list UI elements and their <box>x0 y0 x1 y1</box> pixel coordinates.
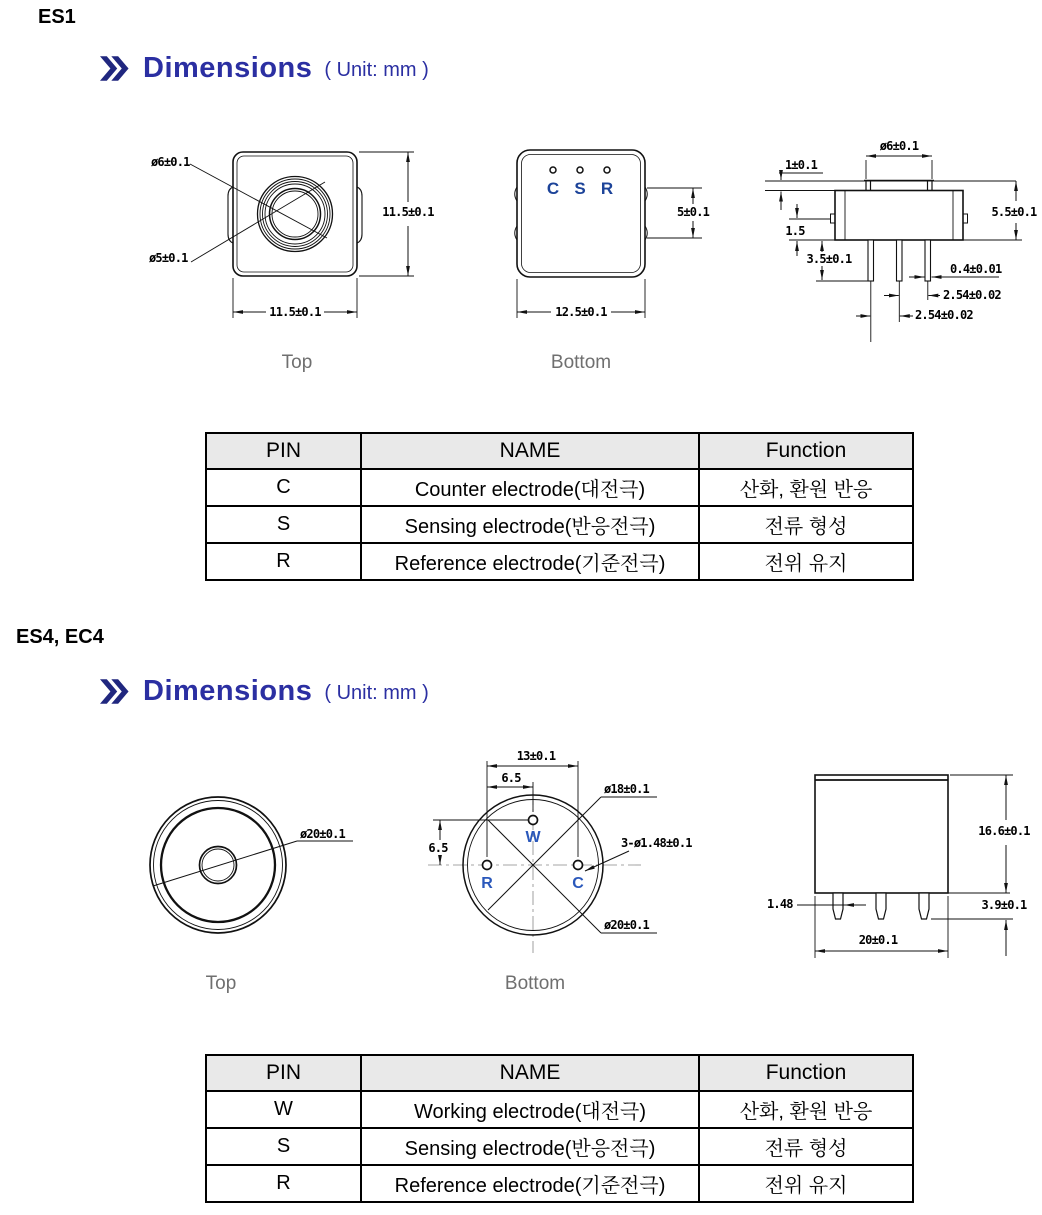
es4-bottom-view-drawing <box>425 740 720 1010</box>
dim-label-pin-row-offset: 5±0.1 <box>676 205 710 219</box>
table-header-row <box>206 433 913 469</box>
section-title-es1: ES1 <box>38 6 76 28</box>
section-title-es4: ES4, EC4 <box>16 626 104 648</box>
col-header-name: NAME <box>361 1055 699 1091</box>
table-row <box>206 469 913 506</box>
double-chevron-icon <box>100 55 129 82</box>
cell-name: Reference electrode(기준전극) <box>361 543 699 580</box>
col-header-pin: PIN <box>206 1055 361 1091</box>
dimensions-title: Dimensions <box>143 675 313 707</box>
double-chevron-icon <box>100 678 129 705</box>
dim-label-pin-half-span: 6.5 <box>501 771 521 785</box>
dim-label-pin-length: 3.9±0.1 <box>981 898 1027 912</box>
dim-label-body-width: 20±0.1 <box>858 933 898 947</box>
dim-label-hole-inner: ø5±0.1 <box>149 251 188 265</box>
es4-side-view-drawing <box>755 755 1042 967</box>
cell-name: Counter electrode(대전극) <box>361 469 699 506</box>
cell-pin: C <box>206 469 361 506</box>
cell-name: Sensing electrode(반응전극) <box>361 506 699 543</box>
col-header-pin: PIN <box>206 433 361 469</box>
cell-pin: S <box>206 1128 361 1165</box>
dim-label-pin-width: 0.4±0.01 <box>950 262 1002 276</box>
es4-pin-table <box>205 1054 914 1203</box>
pin-letter-c: C <box>572 875 584 892</box>
dim-label-cap-dia: ø6±0.1 <box>879 139 919 153</box>
dimensions-heading-es1 <box>100 52 429 85</box>
table-row <box>206 506 913 543</box>
pin-letter-c: C <box>546 179 560 198</box>
es1-top-view-caption: Top <box>281 352 313 373</box>
cell-pin: R <box>206 543 361 580</box>
cell-function: 전류 형성 <box>699 506 913 543</box>
table-row <box>206 1091 913 1128</box>
dimensions-unit: ( Unit: mm ) <box>324 59 429 81</box>
dim-label-height: 11.5±0.1 <box>382 205 434 219</box>
es1-top-view-outline <box>228 152 362 276</box>
dim-label-outer-dia: ø20±0.1 <box>300 827 345 841</box>
es1-pin-table <box>205 432 914 581</box>
cell-function: 전류 형성 <box>699 1128 913 1165</box>
col-header-name: NAME <box>361 433 699 469</box>
cell-function: 산화, 환원 반응 <box>699 1091 913 1128</box>
cell-pin: W <box>206 1091 361 1128</box>
pin-letter-r: R <box>600 179 614 198</box>
es4-bottom-view-caption: Bottom <box>504 973 566 994</box>
es1-bottom-view-caption: Bottom <box>550 352 612 373</box>
es1-side-view-dim-lines <box>765 156 1022 342</box>
cell-name: Reference electrode(기준전극) <box>361 1165 699 1202</box>
dim-label-body-height: 5.5±0.1 <box>991 205 1037 219</box>
es1-bottom-view-outline <box>515 150 648 277</box>
dim-label-pin-holes: 3-ø1.48±0.1 <box>621 836 692 850</box>
table-row <box>206 1128 913 1165</box>
es4-top-view-caption: Top <box>205 973 237 994</box>
es4-top-view-outline <box>150 797 353 933</box>
pin-letter-w: W <box>525 829 541 846</box>
dim-label-pin-length: 3.5±0.1 <box>806 252 852 266</box>
cell-function: 전위 유지 <box>699 543 913 580</box>
es1-bottom-view-drawing <box>460 125 722 390</box>
dim-label-body-height: 16.6±0.1 <box>978 824 1030 838</box>
es4-top-view-drawing <box>145 775 420 1005</box>
dimensions-unit: ( Unit: mm ) <box>324 682 429 704</box>
es1-side-view-drawing <box>755 135 1042 360</box>
dim-label-pin-pitch-2: 2.54±0.02 <box>915 308 973 322</box>
table-row <box>206 1165 913 1202</box>
cell-pin: S <box>206 506 361 543</box>
dim-label-pin-pitch-1: 2.54±0.02 <box>943 288 1001 302</box>
table-row <box>206 543 913 580</box>
cell-name: Working electrode(대전극) <box>361 1091 699 1128</box>
cell-function: 전위 유지 <box>699 1165 913 1202</box>
dimensions-title: Dimensions <box>143 52 313 84</box>
pin-letter-r: R <box>481 875 493 892</box>
dim-label-pin-width: 1.48 <box>767 897 793 911</box>
dim-label-pin-vertical: 6.5 <box>428 841 448 855</box>
dim-label-inner-dia: ø18±0.1 <box>604 782 649 796</box>
dim-label-step: 1.5 <box>785 224 805 238</box>
dim-label-outer-dia: ø20±0.1 <box>604 918 649 932</box>
dimensions-heading-es4 <box>100 675 429 708</box>
dim-label-width: 12.5±0.1 <box>555 305 607 319</box>
dim-label-cap-height: 1±0.1 <box>784 158 818 172</box>
cell-pin: R <box>206 1165 361 1202</box>
table-header-row <box>206 1055 913 1091</box>
es1-top-view-drawing <box>135 125 455 390</box>
cell-function: 산화, 환원 반응 <box>699 469 913 506</box>
col-header-function: Function <box>699 433 913 469</box>
pin-letter-s: S <box>574 179 586 198</box>
dim-label-hole-outer: ø6±0.1 <box>151 155 190 169</box>
dim-label-pin-span: 13±0.1 <box>516 749 556 763</box>
col-header-function: Function <box>699 1055 913 1091</box>
cell-name: Sensing electrode(반응전극) <box>361 1128 699 1165</box>
dim-label-width: 11.5±0.1 <box>269 305 321 319</box>
